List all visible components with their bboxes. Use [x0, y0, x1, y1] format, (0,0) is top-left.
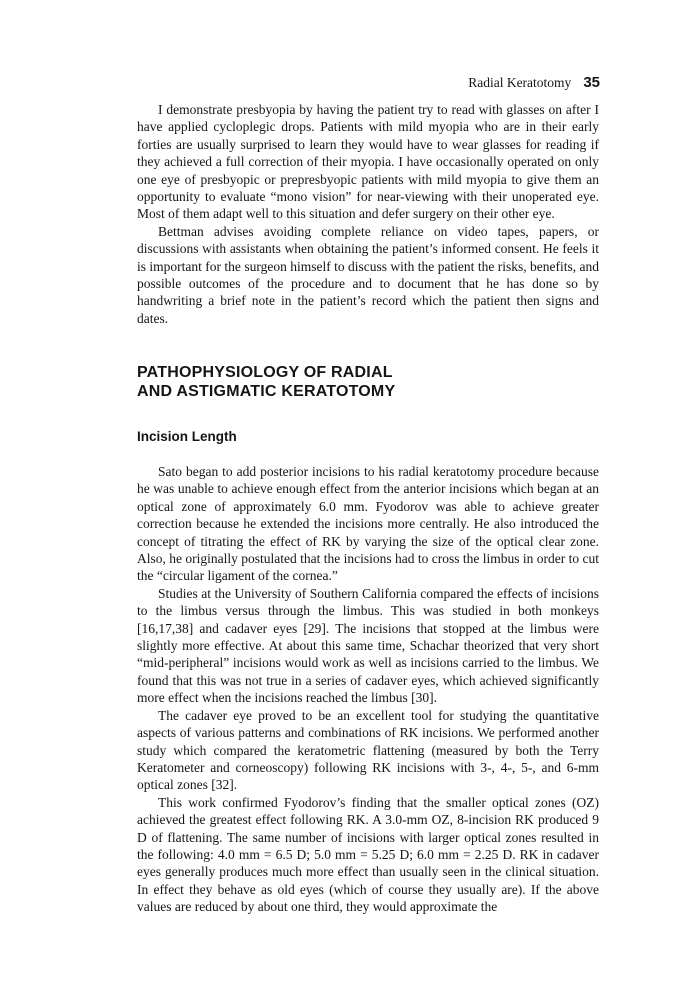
paragraph: Sato began to add posterior incisions to his radial keratotomy procedure because he was unable to achieve enough effect from the anterior incisions which began at an optical zone of approximately 6.0 mm. Fyodorov was able to achieve greater correction because he extended the incisions more centrally. He also introduced the concept of titrating the effect of RK by varying the size of the optical clear zone. Also, he originally postulated that the incisions had to cross the limbus in order to cut the “circular ligament of the cornea.” — [137, 464, 599, 584]
paragraph: This work confirmed Fyodorov’s finding that the smaller optical zones (OZ) achieved the greatest effect following RK. A 3.0-mm OZ, 8-incision RK produced 9 D of flattening. The same number of incisions with larger optical zones resulted in the following: 4.0 mm = 6.5 D; 5.0 mm = 5.25 D; 6.0 mm = 2.25 D. RK in cadaver eyes generally produces much more effect than usually seen in the clinical situation. In effect they behave as old eyes (which of course they usually are). If the above values are reduced by about one third, they would approximate the — [137, 794, 599, 915]
paragraph: The cadaver eye proved to be an excellent tool for studying the quantitative aspects of various patterns and combinations of RK incisions. We performed another study which compared the keratometric flattening (measured by both the Terry Keratometer and corneoscopy) following RK incisions with 3-, 4-, 5-, and 6-mm optical zones [32]. — [137, 707, 599, 793]
page-number: 35 — [583, 74, 600, 91]
section-heading — [137, 363, 395, 401]
section-heading-line: PATHOPHYSIOLOGY OF RADIAL — [137, 364, 393, 381]
running-head-title: Radial Keratotomy — [468, 75, 572, 90]
paragraph: Bettman advises avoiding complete reliance on video tapes, papers, or discussions with assistants when obtaining the patient’s informed consent. He feels it is important for the surgeon himself to discuss with the patient the risks, benefits, and possible outcomes of the procedure and to document that he has done so by handwriting a brief note in the patient’s record which the patient then signs and dates. — [137, 223, 599, 326]
opening-text-block — [137, 101, 599, 327]
section-heading-line: AND ASTIGMATIC KERATOTOMY — [137, 383, 396, 400]
section-text-block — [137, 463, 599, 916]
paragraph: Studies at the University of Southern California compared the effects of incisions to the limbus versus through the limbus. This was studied in both monkeys [16,17,38] and cadaver eyes [29]. The incisions that stopped at the limbus were slightly more effective. At about this same time, Schachar theorized that very short “mid-peripheral” incisions would work as well as incisions carried to the limbus. We found that this was not true in a series of cadaver eyes, which achieved significantly more effect when the incisions reached the limbus [30]. — [137, 585, 599, 706]
subheading: Incision Length — [137, 429, 237, 444]
running-head — [468, 74, 600, 91]
paragraph: I demonstrate presbyopia by having the patient try to read with glasses on after I have applied cycloplegic drops. Patients with mild myopia who are in their early forties are usually surprised to learn they would have to wear glasses for reading if they achieved a full correction of their myopia. I have occasionally operated on only one eye of presbyopic or prepresbyopic patients with mild myopia to give them an opportunity to evaluate “mono vision” for near-viewing with their unoperated eye. Most of them adapt well to this situation and defer surgery on their other eye. — [137, 102, 599, 222]
